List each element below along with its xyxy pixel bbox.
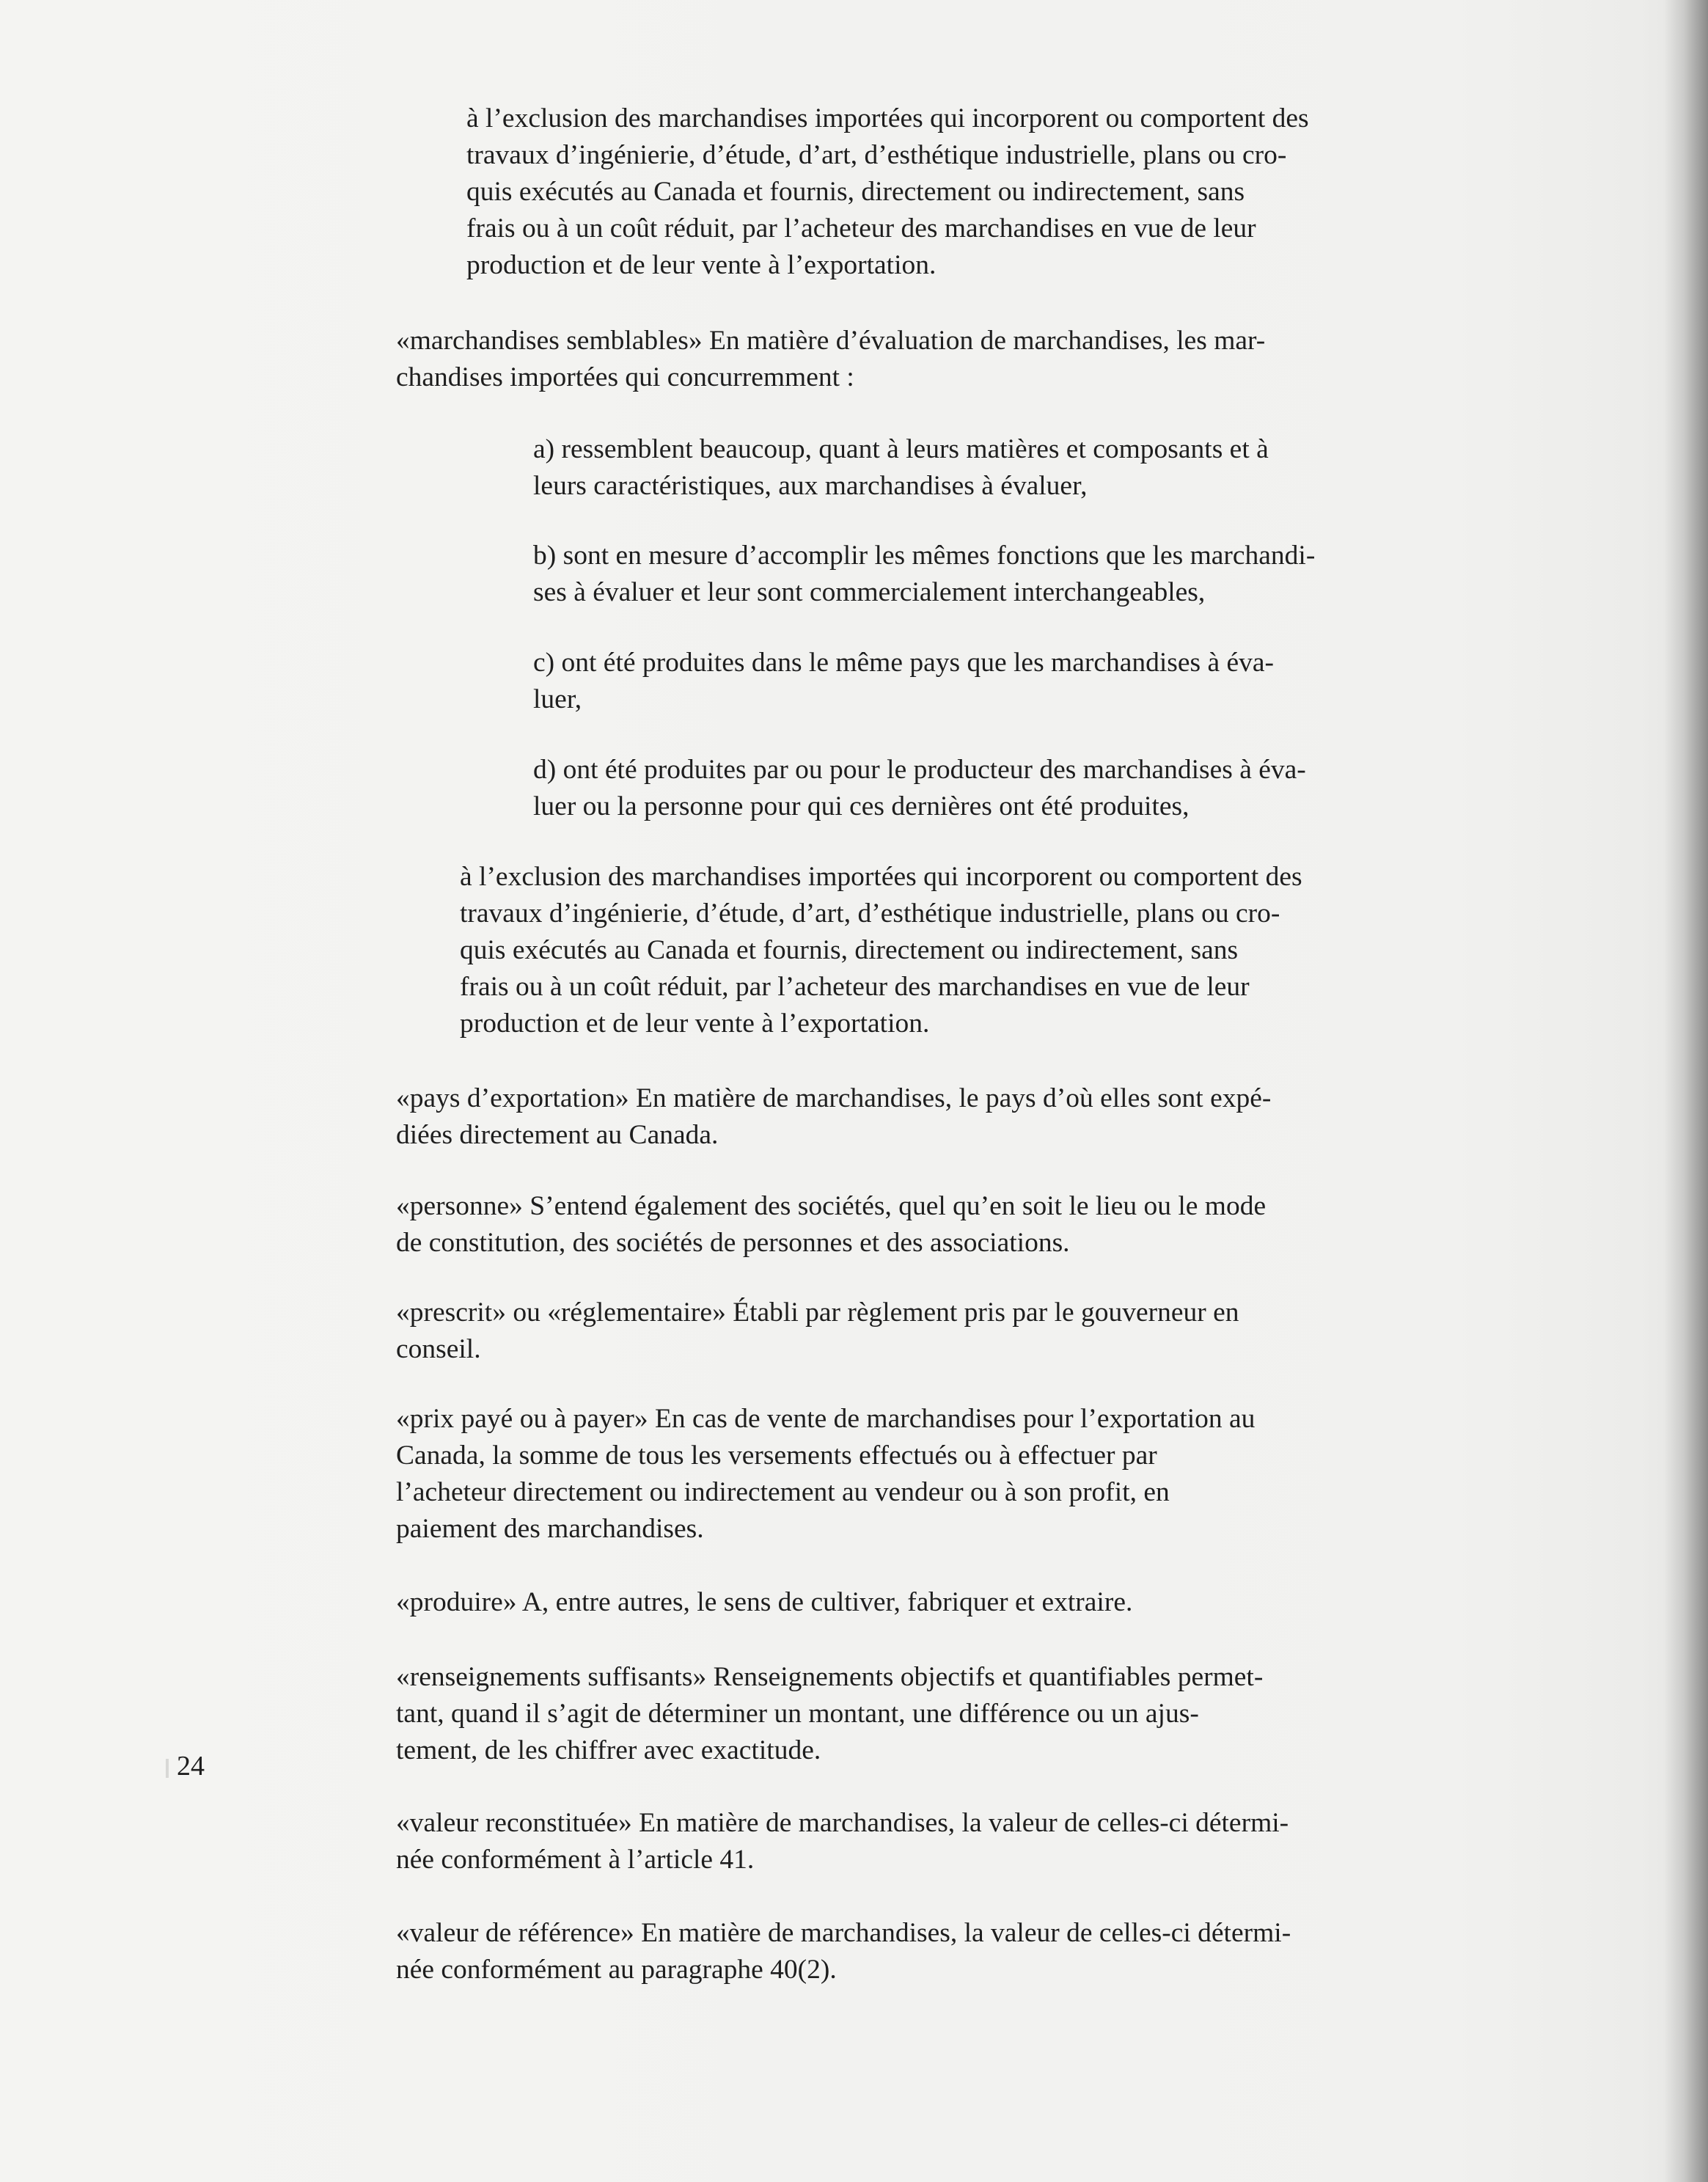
clause-b: b) sont en mesure d’accomplir les mêmes fonctions que les marchandi- ses à évaluer et leur sont commercialement interchangeables, xyxy=(533,541,1316,607)
clause-d: d) ont été produites par ou pour le producteur des marchandises à éva- luer ou la personne pour qui ces dernières ont été produites, xyxy=(533,755,1306,821)
definition-personne: «personne» S’entend également des sociétés, quel qu’en soit le lieu ou le mode de constitution, des sociétés de personnes et des associations. xyxy=(396,1191,1267,1258)
margin-mark xyxy=(166,1759,169,1778)
definition-pays-exportation: «pays d’exportation» En matière de marchandises, le pays d’où elles sont expé- diées directement au Canada. xyxy=(396,1083,1272,1150)
definition-produire: «produire» A, entre autres, le sens de cultiver, fabriquer et extraire. xyxy=(396,1587,1133,1617)
exclusion-paragraph-1: à l’exclusion des marchandises importées qui incorporent ou comportent des travaux d’ingénierie, d’étude, d’art, d’esthétique industrielle, plans ou cro- quis exécutés au Canada et fournis, directement ou indirectement, sans frais ou à un coût réduit, par l’acheteur des marchandises en vue de leur production et de leur vente à l’exportation. xyxy=(466,103,1309,280)
definition-prescrit: «prescrit» ou «réglementaire» Établi par règlement pris par le gouverneur en conseil. xyxy=(396,1297,1239,1364)
exclusion-paragraph-2: à l’exclusion des marchandises importées qui incorporent ou comportent des travaux d’ingénierie, d’étude, d’art, d’esthétique industrielle, plans ou cro- quis exécutés au Canada et fournis, directement ou indirectement, sans frais ou à un coût réduit, par l’acheteur des marchandises en vue de leur production et de leur vente à l’exportation. xyxy=(460,862,1302,1039)
binding-shadow xyxy=(1664,0,1708,2182)
definition-prix-paye: «prix payé ou à payer» En cas de vente de marchandises pour l’exportation au Canada, la somme de tous les versements effectués ou à effectuer par l’acheteur directement ou indirectement au vendeur ou à son profit, en paiement des marchandises. xyxy=(396,1404,1256,1544)
clause-c: c) ont été produites dans le même pays que les marchandises à éva- luer, xyxy=(533,648,1275,714)
page-number: 24 xyxy=(177,1751,205,1782)
definition-marchandises-semblables: «marchandises semblables» En matière d’évaluation de marchandises, les mar- chandises importées qui concurremment : xyxy=(396,326,1266,392)
clause-a: a) ressemblent beaucoup, quant à leurs matières et composants et à leurs caractéristiques, aux marchandises à évaluer, xyxy=(533,434,1269,501)
definition-valeur-reconstituee: «valeur reconstituée» En matière de marchandises, la valeur de celles-ci détermi- née conformément à l’article 41. xyxy=(396,1808,1289,1875)
definition-renseignements-suffisants: «renseignements suffisants» Renseignements objectifs et quantifiables permet- tant, quand il s’agit de déterminer un montant, une différence ou un ajus- tement, de les chiffrer avec exactitude. xyxy=(396,1662,1264,1765)
definition-valeur-reference: «valeur de référence» En matière de marchandises, la valeur de celles-ci détermi- née conformément au paragraphe 40(2). xyxy=(396,1918,1291,1985)
